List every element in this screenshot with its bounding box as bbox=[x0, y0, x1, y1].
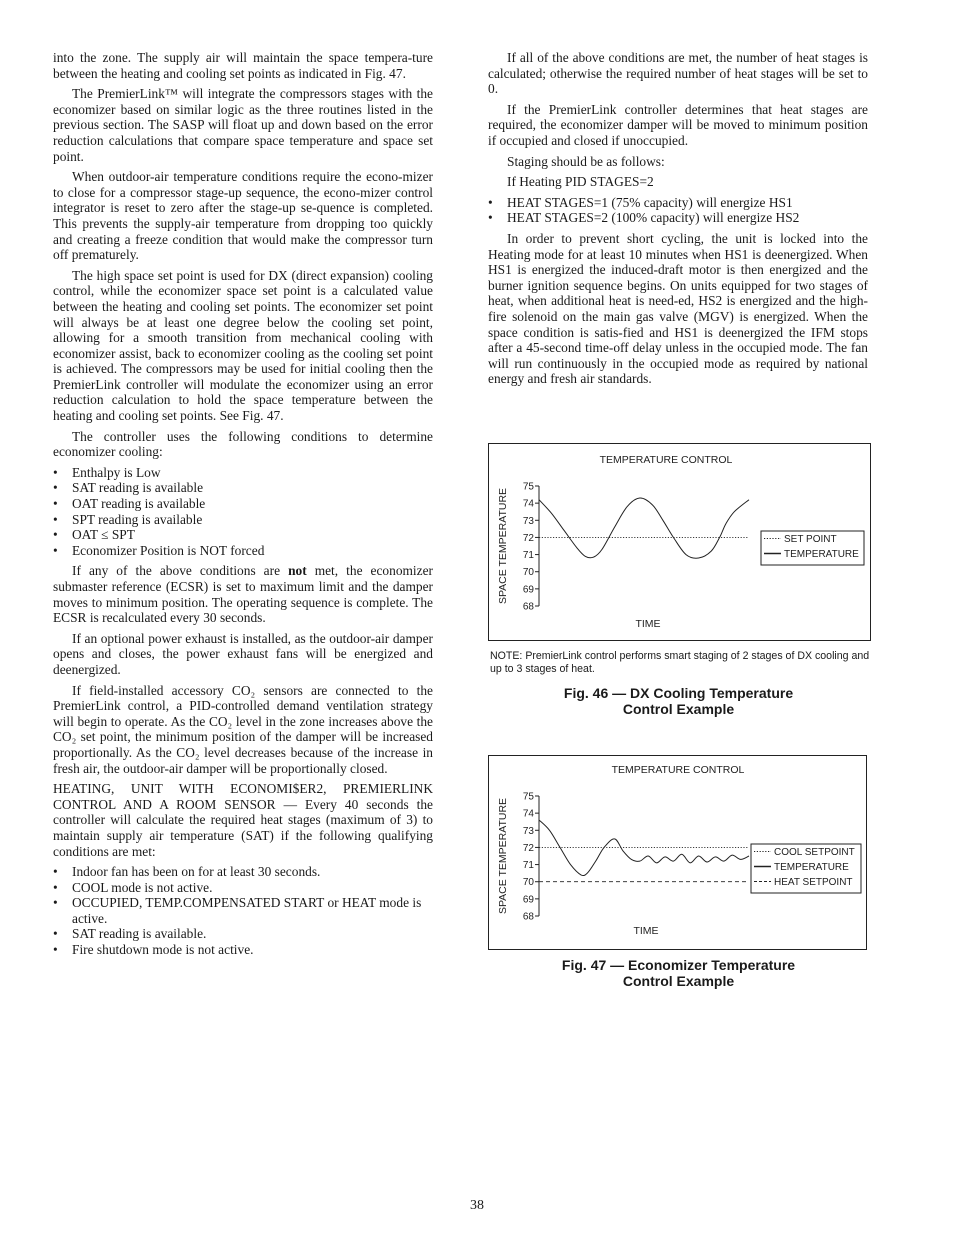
list-item: • SAT reading is available. bbox=[53, 926, 433, 942]
paragraph: If an optional power exhaust is installed, as the outdoor-air damper opens and closes, the power exhaust fans will be energized and deenergized. bbox=[53, 630, 433, 677]
legend-label: SET POINT bbox=[784, 534, 837, 545]
list-item: • Fire shutdown mode is not active. bbox=[53, 942, 433, 958]
paragraph: into the zone. The supply air will maintain the space tempera-ture between the heating and cooling set points as indicated in Fig. 47. bbox=[53, 50, 433, 81]
list-item: • HEAT STAGES=1 (75% capacity) will energize HS1 bbox=[488, 195, 868, 211]
y-axis-label: SPACE TEMPERATURE bbox=[497, 487, 509, 605]
list-item: • HEAT STAGES=2 (100% capacity) will energize HS2 bbox=[488, 210, 868, 226]
list-item: • Enthalpy is Low bbox=[53, 465, 433, 481]
list-item: • OCCUPIED, TEMP.COMPENSATED START or HEAT mode is active. bbox=[53, 895, 433, 926]
list-item: • OAT ≤ SPT bbox=[53, 527, 433, 543]
list-item: • OAT reading is available bbox=[53, 496, 433, 512]
x-axis-label: TIME bbox=[635, 618, 661, 630]
caption-line: Control Example bbox=[622, 973, 735, 989]
y-tick-label: 68 bbox=[522, 911, 534, 923]
y-tick-label: 73 bbox=[522, 825, 534, 837]
left-column bbox=[53, 50, 433, 963]
paragraph: When outdoor-air temperature conditions require the econo-mizer to close for a compressor stage-up sequence, the econo-mizer control integrator is reset to zero after the stage-up se-quence is completed. This prevents the supply-air temperature from dropping too quickly and creating a freeze condition that would make the compressor turn off prematurely. bbox=[53, 169, 433, 263]
chart-title: TEMPERATURE CONTROL bbox=[599, 454, 733, 466]
y-tick-label: 74 bbox=[522, 498, 534, 510]
right-column bbox=[488, 50, 868, 392]
text-run: If any of the above conditions are bbox=[72, 563, 289, 579]
paragraph: If field-installed accessory CO₂ sensors are connected to the PremierLink control, a PID-controlled demand ventilation strategy will begin to operate. As the CO₂ level in the zone increases above the CO₂ set point, the minimum position of the damper will be increased proportionally. As the CO₂ level decreases because of the increase in fresh air, the outdoor-air damper will be proportionally closed. bbox=[53, 682, 433, 776]
paragraph: Staging should be as follows: bbox=[507, 153, 665, 169]
chart-title: TEMPERATURE CONTROL bbox=[611, 764, 745, 776]
heat-stages-list bbox=[488, 195, 868, 226]
text-run: met, the economizer submaster reference (ECSR) is set to maximum limit and the damper moves to minimum position. The operating sequence is complete. The ECSR is recalculated every 30 seconds. bbox=[53, 563, 433, 626]
bold-text: not bbox=[288, 563, 307, 579]
figure-46-chart-box bbox=[488, 443, 871, 641]
caption-line: Fig. 46 — DX Cooling Temperature bbox=[563, 685, 794, 701]
y-tick-label: 73 bbox=[522, 515, 534, 527]
y-tick-label: 69 bbox=[522, 894, 534, 906]
legend-label: HEAT SETPOINT bbox=[774, 877, 853, 888]
figure-47-chart-box bbox=[488, 755, 867, 950]
paragraph: If the PremierLink controller determines that heat stages are required, the economizer damper will be moved to minimum position if occupied and closed if unoccupied. bbox=[488, 101, 868, 148]
caption-line: Fig. 47 — Economizer Temperature bbox=[561, 957, 796, 973]
figure-46-caption bbox=[488, 685, 869, 717]
y-tick-label: 72 bbox=[522, 842, 534, 854]
list-item: • COOL mode is not active. bbox=[53, 880, 433, 896]
legend-label: COOL SETPOINT bbox=[774, 847, 855, 858]
economizer-conditions-list bbox=[53, 465, 433, 559]
y-tick-label: 71 bbox=[522, 860, 534, 872]
y-tick-label: 74 bbox=[522, 808, 534, 820]
legend-label: TEMPERATURE bbox=[784, 549, 859, 560]
y-tick-label: 71 bbox=[522, 550, 534, 562]
heating-conditions-list bbox=[53, 864, 433, 958]
y-tick-label: 70 bbox=[522, 877, 534, 889]
figure-47-chart bbox=[489, 756, 866, 949]
page-number: 38 bbox=[470, 1198, 484, 1213]
y-tick-label: 72 bbox=[522, 532, 534, 544]
legend-label: TEMPERATURE bbox=[774, 862, 849, 873]
x-axis-label: TIME bbox=[633, 925, 659, 937]
list-item: • Indoor fan has been on for at least 30 seconds. bbox=[53, 864, 433, 880]
y-axis-label: SPACE TEMPERATURE bbox=[497, 797, 509, 915]
figure-46-chart bbox=[489, 444, 870, 640]
list-item: • Economizer Position is NOT forced bbox=[53, 543, 433, 559]
paragraph: In order to prevent short cycling, the unit is locked into the Heating mode for at least 10 minutes when HS1 is deenergized. When HS1 is energized the induced-draft motor is then energized and the burner ignition sequence begins. On units equipped for two stages of heat, when additional heat is need-ed, HS2 is energized and the high-fire solenoid on the main gas valve (MGV) is energized. When the space condition is satis-fied and HS1 is deenergized the IFM stops after a 45-second time-off delay unless in the occupied mode. The fan will run continuously in the occupied mode as required by national energy and fresh air standards. bbox=[488, 230, 868, 387]
paragraph: If Heating PID STAGES=2 bbox=[507, 174, 654, 190]
y-tick-label: 68 bbox=[522, 601, 534, 613]
y-tick-label: 70 bbox=[522, 567, 534, 579]
series-line-temperature bbox=[539, 498, 749, 558]
paragraph: The high space set point is used for DX (direct expansion) cooling control, while the economizer space set point is a calculated value between the heating and cooling set points. The economizer set point will always be at least one degree below the cooling set point, allowing for a smooth transition from mechanical cooling with economizer assist, back to economizer cooling as the cooling set point is achieved. The compressors may be used for initial cooling then the PremierLink controller will modulate the economizer using an error reduction calculation to hold the space temperature between the heating and cooling set points. See Fig. 47. bbox=[53, 267, 433, 424]
section-heading-paragraph: HEATING, UNIT WITH ECONOMI$ER2, PREMIERLINK CONTROL AND A ROOM SENSOR — Every 40 seconds the controller will calculate the required heat stages (maximum of 3) to maintain supply air temperature (SAT) if the following qualifying conditions are met: bbox=[53, 781, 433, 859]
paragraph: If all of the above conditions are met, the number of heat stages is calculated; otherwise the required number of heat stages will be set to 0. bbox=[488, 50, 868, 97]
y-tick-label: 69 bbox=[522, 584, 534, 596]
figure-47-caption bbox=[488, 957, 869, 989]
figure-46-note: NOTE: PremierLink control performs smart staging of 2 stages of DX cooling and up to 3 stages of heat. bbox=[490, 650, 870, 675]
list-item: • SAT reading is available bbox=[53, 480, 433, 496]
caption-line: Control Example bbox=[622, 701, 735, 717]
y-tick-label: 75 bbox=[522, 791, 534, 803]
paragraph bbox=[53, 563, 433, 625]
list-item: • SPT reading is available bbox=[53, 512, 433, 528]
paragraph: The controller uses the following conditions to determine economizer cooling: bbox=[53, 428, 433, 460]
paragraph: The PremierLink™ will integrate the compressors stages with the economizer based on similar logic as the three routines listed in the previous section. The SASP will float up and down based on the error reduction calculations that compare space temperature and space set point. bbox=[53, 86, 433, 164]
y-tick-label: 75 bbox=[522, 481, 534, 493]
